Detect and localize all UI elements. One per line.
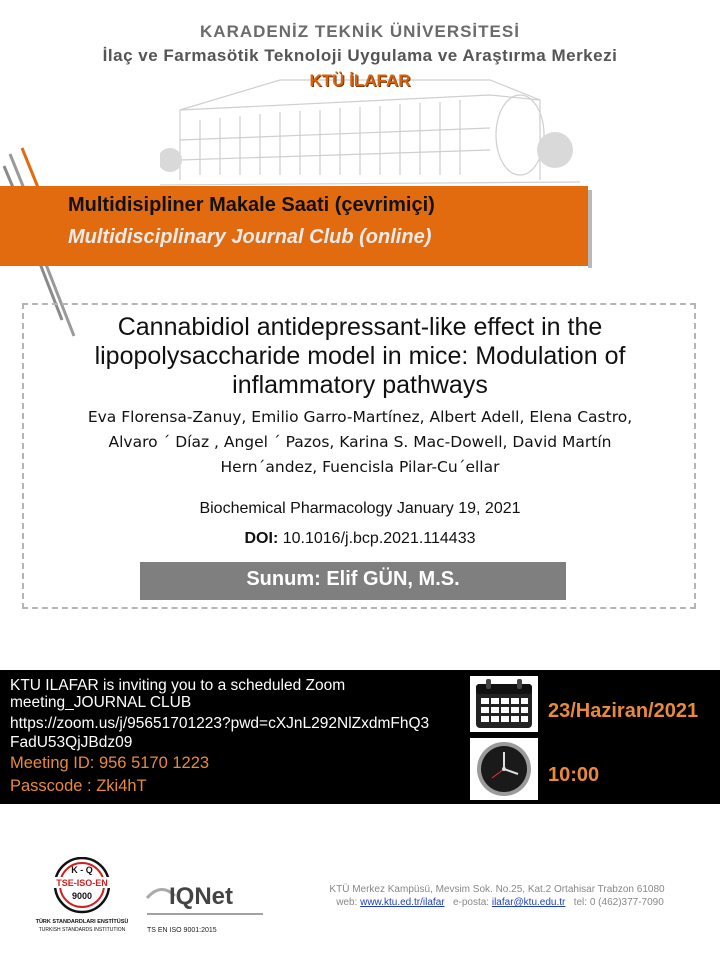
iqnet-text: IQNet bbox=[169, 883, 234, 910]
brand-name: KTÜ İLAFAR bbox=[309, 71, 411, 90]
paper-authors bbox=[40, 405, 680, 480]
paper-title-line: Cannabidiol antidepressant-like effect in the bbox=[117, 313, 603, 341]
email-link[interactable]: ilafar@ktu.edu.tr bbox=[491, 897, 566, 908]
calendar-icon bbox=[470, 676, 538, 732]
contact-line bbox=[300, 897, 700, 908]
web-link[interactable]: www.ktu.ed.tr/ilafar bbox=[360, 897, 445, 908]
author-line: Hern´andez, Fuencisla Pilar-Cu´ellar bbox=[220, 458, 500, 476]
meeting-id: Meeting ID: 956 5170 1223 bbox=[10, 754, 210, 772]
paper-title bbox=[30, 313, 690, 400]
iqnet-standard-text: TS EN ISO 9001:2015 bbox=[147, 927, 217, 934]
event-date: 23/Haziran/2021 bbox=[548, 700, 699, 722]
clock-icon bbox=[470, 738, 538, 800]
doi-value: 10.1016/j.bcp.2021.114433 bbox=[282, 530, 476, 547]
doi-label: DOI: bbox=[244, 530, 279, 547]
tel-label: tel: bbox=[573, 897, 588, 908]
zoom-link-line[interactable]: FadU53QjJBdz09 bbox=[10, 734, 133, 751]
journal-citation: Biochemical Pharmacology January 19, 2021 bbox=[199, 500, 521, 517]
address-line: KTÜ Merkez Kampüsü, Mevsim Sok. No.25, Kat.2 Ortahisar Trabzon 61080 bbox=[329, 884, 665, 895]
paper-title-line: lipopolysaccharide model in mice: Modulation of bbox=[94, 342, 626, 370]
tse-number-text: 9000 bbox=[71, 891, 93, 901]
banner-shadow bbox=[588, 190, 592, 268]
author-line: Eva Florensa-Zanuy, Emilio Garro-Martínez, Albert Adell, Elena Castro, bbox=[87, 408, 633, 426]
university-name: KARADENİZ TEKNİK ÜNİVERSİTESİ bbox=[200, 22, 520, 41]
tse-mid-text: TSE-ISO-EN bbox=[56, 878, 108, 888]
iqnet-certification-logo bbox=[143, 876, 268, 934]
zoom-link-line[interactable]: https://zoom.us/j/95651701223?pwd=cXJnL292NlZxdmFhQ3 bbox=[10, 715, 430, 732]
web-label: web: bbox=[336, 897, 358, 908]
zoom-invite-text: KTU ILAFAR is inviting you to a scheduled Zoom meeting_JOURNAL CLUB bbox=[10, 677, 346, 711]
paper-title-line: inflammatory pathways bbox=[232, 371, 488, 399]
tse-name-text: TÜRK STANDARDLARI ENSTİTÜSÜ bbox=[35, 919, 129, 925]
tse-name-en-text: TURKISH STANDARDS INSTITUTION bbox=[38, 927, 126, 933]
phone-number: 0 (462)377-7090 bbox=[589, 897, 664, 908]
email-label: e-posta: bbox=[452, 897, 490, 908]
tse-certification-logo bbox=[32, 857, 132, 939]
event-title-en: Multidisciplinary Journal Club (online) bbox=[68, 226, 432, 248]
event-time: 10:00 bbox=[548, 764, 600, 786]
paper-doi bbox=[40, 530, 680, 548]
research-center-name: İlaç ve Farmasötik Teknoloji Uygulama ve Araştırma Merkezi bbox=[102, 46, 618, 65]
tse-top-text: K - Q bbox=[71, 865, 93, 875]
passcode: Passcode : Zki4hT bbox=[10, 777, 147, 795]
author-line: Alvaro ´ Díaz , Angel ´ Pazos, Karina S. Mac-Dowell, David Martín bbox=[108, 433, 612, 451]
presenter-name: Sunum: Elif GÜN, M.S. bbox=[246, 568, 460, 590]
event-title-tr: Multidisipliner Makale Saati (çevrimiçi) bbox=[68, 194, 435, 216]
